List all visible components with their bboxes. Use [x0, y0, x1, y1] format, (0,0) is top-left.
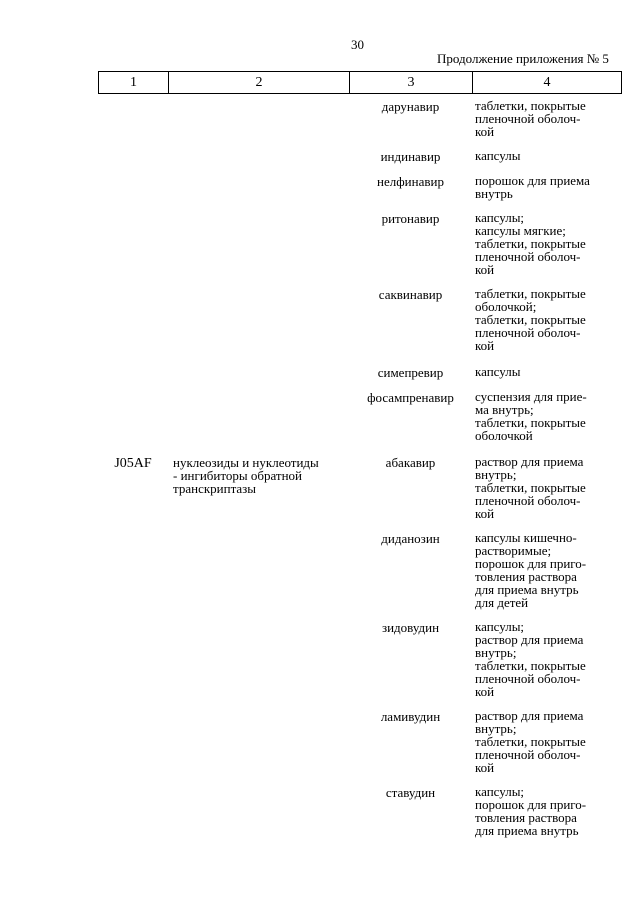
dosage-form-line: таблетки, покрытые	[475, 415, 586, 430]
header-col-4: 4	[543, 75, 551, 90]
dosage-forms-cell	[472, 620, 620, 698]
atc-code-cell: J05AF	[114, 456, 152, 471]
dosage-form-line: капсулы;	[475, 784, 525, 799]
table-row	[98, 455, 620, 520]
group-name-cell	[168, 709, 349, 774]
drug-name-cell: ставудин	[385, 785, 436, 800]
drug-name-cell: ритонавир	[381, 211, 440, 226]
dosage-form-line: оболочкой	[475, 428, 533, 443]
header-col-3: 3	[350, 72, 473, 93]
atc-code-cell	[98, 149, 168, 163]
dosage-forms-cell	[472, 287, 620, 352]
group-name-cell	[168, 211, 349, 276]
drug-name-cell: диданозин	[381, 531, 440, 546]
atc-code-cell	[98, 620, 168, 698]
dosage-form-line: таблетки, покрытые	[475, 236, 586, 251]
drug-name-cell: нелфинавир	[377, 174, 444, 189]
group-name-cell	[168, 455, 349, 520]
dosage-form-line: капсулы кишечно-	[475, 530, 577, 545]
atc-code-cell	[98, 531, 168, 609]
dosage-form-line: пленочной оболоч-	[475, 325, 581, 340]
table-header-row	[98, 71, 622, 94]
dosage-forms-cell	[472, 211, 620, 276]
atc-code-cell	[98, 211, 168, 276]
dosage-form-line: растворимые;	[475, 543, 552, 558]
dosage-form-line: таблетки, покрытые	[475, 658, 586, 673]
dosage-form-line: капсулы мягкие;	[475, 223, 566, 238]
dosage-form-line: пленочной оболоч-	[475, 111, 581, 126]
table-row	[98, 287, 620, 352]
dosage-form-line: таблетки, покрытые	[475, 98, 586, 113]
table-row	[98, 709, 620, 774]
group-name-cell	[168, 620, 349, 698]
header-col-1: 1	[99, 72, 169, 93]
drug-name-cell: зидовудин	[381, 620, 440, 635]
dosage-form-line: порошок для приго-	[475, 556, 587, 571]
dosage-form-line: раствор для приема	[475, 454, 584, 469]
group-name-cell	[168, 287, 349, 352]
dosage-form-line: кой	[475, 760, 495, 775]
dosage-form-line: внутрь	[475, 186, 513, 201]
dosage-form-line: кой	[475, 338, 495, 353]
group-name-line: нуклеозиды и нуклеотиды	[173, 455, 319, 470]
dosage-form-line: порошок для приема	[475, 173, 590, 188]
drug-name-cell: ламивудин	[380, 709, 441, 724]
dosage-forms-cell	[472, 174, 620, 200]
table-row	[98, 149, 620, 163]
dosage-form-line: товления раствора	[475, 569, 577, 584]
atc-code-cell	[98, 365, 168, 379]
drug-name-cell: абакавир	[385, 455, 436, 470]
dosage-form-line: раствор для приема	[475, 632, 584, 647]
atc-code-cell	[98, 390, 168, 442]
dosage-form-line: раствор для приема	[475, 708, 584, 723]
dosage-forms-cell	[472, 531, 620, 609]
dosage-form-line: кой	[475, 506, 495, 521]
atc-code-cell	[98, 174, 168, 200]
group-name-cell	[168, 99, 349, 138]
dosage-forms-cell	[472, 709, 620, 774]
dosage-forms-cell	[472, 149, 620, 163]
dosage-form-line: внутрь;	[475, 645, 517, 660]
table-row	[98, 620, 620, 698]
atc-code-cell	[98, 785, 168, 837]
dosage-form-line: капсулы	[475, 148, 521, 163]
dosage-form-line: капсулы;	[475, 210, 525, 225]
dosage-form-line: внутрь;	[475, 467, 517, 482]
dosage-forms-cell	[472, 99, 620, 138]
table-row	[98, 531, 620, 609]
table-row	[98, 211, 620, 276]
dosage-forms-cell	[472, 785, 620, 837]
dosage-form-line: таблетки, покрытые	[475, 312, 586, 327]
group-name-line: - ингибиторы обратной	[173, 468, 302, 483]
dosage-form-line: товления раствора	[475, 810, 577, 825]
dosage-form-line: кой	[475, 262, 495, 277]
group-name-cell	[168, 785, 349, 837]
dosage-form-line: внутрь;	[475, 721, 517, 736]
drug-name-cell: индинавир	[380, 149, 441, 164]
table-row	[98, 174, 620, 200]
group-name-line: транскриптазы	[173, 481, 257, 496]
dosage-forms-cell	[472, 390, 620, 442]
atc-code-cell	[98, 709, 168, 774]
dosage-form-line: для детей	[475, 595, 529, 610]
dosage-form-line: ма внутрь;	[475, 402, 534, 417]
group-name-cell	[168, 390, 349, 442]
dosage-form-line: капсулы	[475, 364, 521, 379]
table-body	[98, 99, 620, 848]
dosage-form-line: для приема внутрь	[475, 582, 579, 597]
dosage-form-line: таблетки, покрытые	[475, 286, 586, 301]
dosage-form-line: оболочкой;	[475, 299, 537, 314]
page-number: 30	[351, 37, 364, 52]
continuation-heading: Продолжение приложения № 5	[437, 51, 609, 66]
drug-name-cell: дарунавир	[381, 99, 440, 114]
table-row	[98, 99, 620, 138]
dosage-form-line: кой	[475, 684, 495, 699]
drug-name-cell: фосампренавир	[367, 390, 454, 405]
dosage-form-line: кой	[475, 124, 495, 139]
dosage-form-line: таблетки, покрытые	[475, 734, 586, 749]
header-col-2: 2	[169, 72, 350, 93]
atc-code-cell	[98, 99, 168, 138]
group-name-cell	[168, 365, 349, 379]
group-name-cell	[168, 174, 349, 200]
drug-name-cell: саквинавир	[378, 287, 443, 302]
dosage-form-line: суспензия для прие-	[475, 389, 587, 404]
dosage-forms-cell	[472, 365, 620, 379]
dosage-form-line: капсулы;	[475, 619, 525, 634]
dosage-form-line: порошок для приго-	[475, 797, 587, 812]
table-row	[98, 390, 620, 442]
group-name-cell	[168, 149, 349, 163]
table-row	[98, 365, 620, 379]
dosage-form-line: пленочной оболоч-	[475, 493, 581, 508]
dosage-form-line: для приема внутрь	[475, 823, 579, 838]
dosage-form-line: пленочной оболоч-	[475, 747, 581, 762]
table-row	[98, 785, 620, 837]
atc-code-cell	[98, 287, 168, 352]
dosage-form-line: пленочной оболоч-	[475, 249, 581, 264]
dosage-form-line: пленочной оболоч-	[475, 671, 581, 686]
drug-name-cell: симепревир	[377, 365, 444, 380]
dosage-forms-cell	[472, 455, 620, 520]
dosage-form-line: таблетки, покрытые	[475, 480, 586, 495]
group-name-cell	[168, 531, 349, 609]
